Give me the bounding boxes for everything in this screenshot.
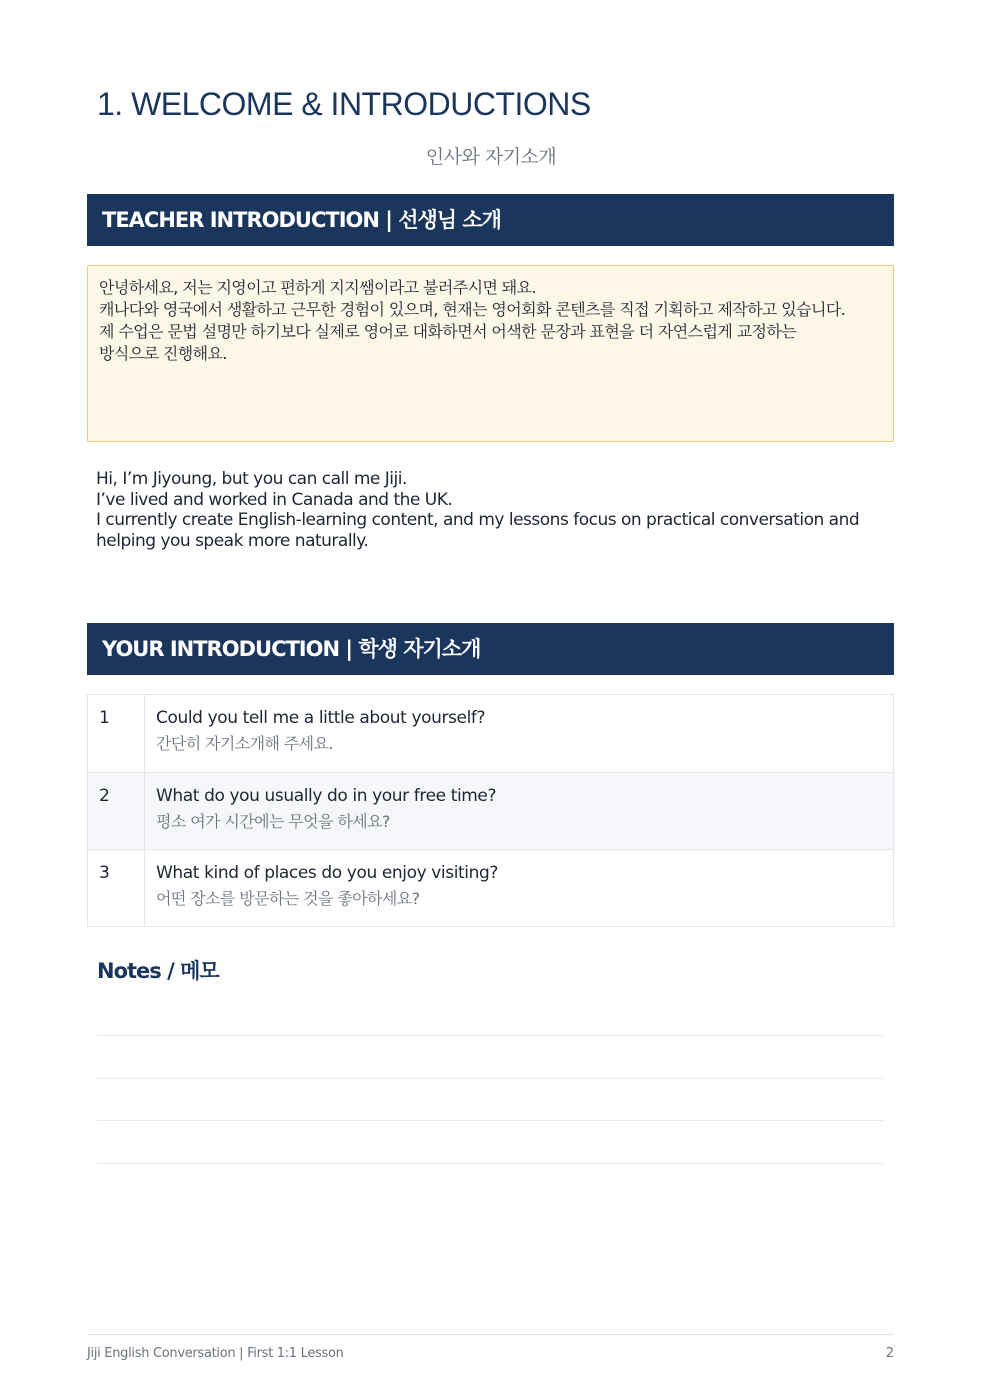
question-number: 3 — [88, 850, 145, 926]
note-writing-line[interactable] — [97, 1120, 883, 1121]
teacher-section-header: TEACHER INTRODUCTION | 선생님 소개 — [87, 194, 894, 246]
questions-table — [87, 694, 894, 927]
english-intro-line: helping you speak more naturally. — [96, 530, 369, 551]
question-row — [88, 695, 893, 772]
footer-divider — [87, 1334, 894, 1335]
question-english: Could you tell me a little about yourself? — [156, 708, 486, 728]
question-korean: 평소 여가 시간에는 무엇을 하세요? — [156, 812, 390, 831]
question-row — [88, 849, 893, 926]
english-intro-line: I currently create English-learning content, and my lessons focus on practical conversation and — [96, 510, 860, 530]
korean-intro-line: 안녕하세요, 저는 지영이고 편하게 지지쌤이라고 불러주시면 돼요. — [99, 278, 537, 297]
student-section-header: YOUR INTRODUCTION | 학생 자기소개 — [87, 623, 894, 675]
page-number: 2 — [885, 1346, 894, 1361]
question-korean: 어떤 장소를 방문하는 것을 좋아하세요? — [156, 889, 420, 908]
question-english: What do you usually do in your free time? — [156, 786, 497, 806]
korean-intro-line: 캐나다와 영국에서 생활하고 근무한 경험이 있으며, 현재는 영어회화 콘텐츠를 직접 기획하고 제작하고 있습니다. — [99, 300, 846, 319]
note-writing-line[interactable] — [97, 1035, 883, 1036]
notes-title: Notes / 메모 — [97, 959, 219, 983]
question-text — [145, 850, 893, 926]
footer-title: Jiji English Conversation | First 1:1 Lesson — [87, 1346, 344, 1361]
question-number: 1 — [88, 695, 145, 772]
korean-intro-line: 방식으로 진행해요. — [99, 344, 227, 363]
korean-intro-line: 제 수업은 문법 설명만 하기보다 실제로 영어로 대화하면서 어색한 문장과 표현을 더 자연스럽게 교정하는 — [99, 322, 797, 341]
note-writing-line[interactable] — [97, 1078, 883, 1079]
question-number: 2 — [88, 773, 145, 849]
question-korean: 간단히 자기소개해 주세요. — [156, 734, 333, 753]
teacher-intro-korean-box — [87, 265, 894, 442]
question-text — [145, 773, 893, 849]
note-writing-line[interactable] — [97, 1163, 883, 1164]
page-subtitle: 인사와 자기소개 — [425, 146, 557, 168]
teacher-intro-english — [96, 469, 886, 551]
question-text — [145, 695, 893, 772]
english-intro-line: I’ve lived and worked in Canada and the UK. — [96, 489, 453, 510]
question-english: What kind of places do you enjoy visiting? — [156, 863, 498, 883]
page-title: 1. WELCOME & INTRODUCTIONS — [97, 86, 591, 122]
question-row — [88, 772, 893, 849]
english-intro-line: Hi, I’m Jiyoung, but you can call me Jiji. — [96, 469, 407, 489]
